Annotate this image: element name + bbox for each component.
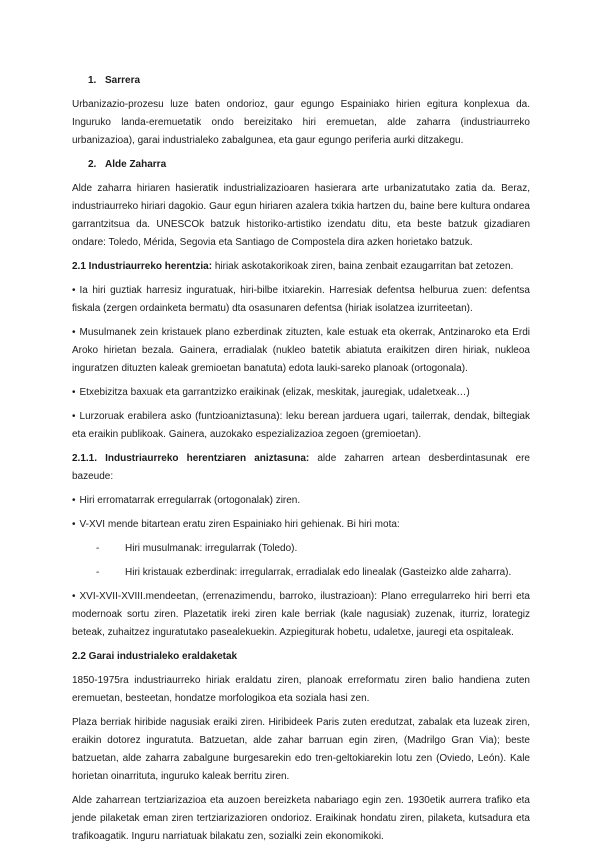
paragraph-1850-1975: 1850-1975ra industriaurreko hiriak eraldatu ziren, planoak erreformatu ziren balio handiena zuten eremuetan, besteetan, hondatze morfologikoa eta soziala hasi zen.: [72, 675, 530, 704]
paragraph-plaza-berriak: Plaza berriak hiribide nagusiak eraiki ziren. Hiribideek Paris zuten eredutzat, zabalak eta luzeak ziren, eraikin dotorez inguratuta. Batzuetan, alde zahar barruan egin ziren, (Madrilgo Gran Via); beste batzuetan, alde zaharra zabalgune burgesarekin edo tren-geltokiarekin lotu zen (Oviedo, León). Kale horietan oinarrituta, inguruko kaleak berritu ziren.: [72, 717, 530, 782]
subsection-lead-2-1-1: 2.1.1. Industriaurreko herentziaren aniztasuna:: [72, 453, 310, 464]
paragraph-herentzia: [72, 258, 530, 276]
dash-marker: -: [96, 543, 100, 554]
bullet-marker: •: [72, 411, 76, 422]
subsection-lead-2-1: 2.1 Industriaurreko herentzia:: [72, 261, 213, 272]
bullet-text: Hiri erromatarrak erregularrak (ortogonalak) ziren.: [79, 495, 301, 506]
sub-item-text: Hiri musulmanak: irregularrak (Toledo).: [125, 543, 298, 554]
section-heading-alde-zaharra: [72, 156, 530, 174]
bullet-text: V-XVI mende bitartean eratu ziren Espainiako hiri gehienak. Bi hiri mota:: [79, 519, 400, 530]
sub-item-text: Hiri kristauak ezberdinak: irregularrak, erradialak edo linealak (Gasteizko alde zaharra).: [125, 567, 512, 578]
bullet-text: Musulmanek zein kristauek plano ezberdinak zituzten, kale estuak eta okerrak, Antzinaroko eta Erdi Aroko hirietan bezala. Gainera, erradialak (nukleo batetik abiatuta eraikitzen diren hiriak, nukleoa inguratzen dituzten kaleak gremioetan banatuta) edota lauki-sareko planoak (ortogonala).: [72, 327, 530, 374]
bullet-marker: •: [72, 387, 76, 398]
sub-list-item-kristauak: [72, 564, 530, 582]
paragraph-tertziarizazioa: Alde zaharrean tertziarizazioa eta auzoen bereizketa nabariago egin zen. 1930etik aurrera trafiko eta jende pilaketak eman ziren tertziarizazioren ondorioz. Eraikinak hondatu ziren, pilaketa, kutsadura eta trafikoagatik. Inguru narriatuak bilakatu zen, sozialki zein ekonomikoki.: [72, 795, 530, 842]
paragraph-alde-zaharra: Alde zaharra hiriaren hasieratik industrializazioaren hasierara arte urbanizatutako zatia da. Beraz, industriaurreko hiriari dagokio. Gaur egun hiriaren azalera txikia hartzen du, baine bere kultura ondarea garrantzitsua da. UNESCOk batzuk historiko-artistiko izendatu ditu, eta beste batzuk gizadiaren ondare: Toledo, Mérida, Segovia eta Santiago de Compostela dira azken horietako batzuk.: [72, 183, 530, 248]
bullet-item-v-xvi: [72, 516, 530, 534]
bullet-item-planoak: [72, 324, 530, 378]
paragraph-text: alde zaharren artean desberdintasunak ere bazeude:: [72, 453, 530, 482]
bullet-text: Ia hiri guztiak harresiz inguratuak, hiri-bilbe itxiarekin. Harresiak defentsa helburua zuen: defentsa fiskala (zergen ordainketa bermatu) dta osasunaren defentsa (hiriak isolatzea izurriteetan).: [72, 285, 530, 314]
bullet-item-etxebizitza: [72, 384, 530, 402]
bullet-text: XVI-XVII-XVIII.mendeetan, (errenazimendu, barroko, ilustrazioan): Plano erregularreko hiri berri eta modernoak sortu ziren. Plazetatik ireki ziren kale berriak (kale nagusiak) zuzenak, iturriz, lorategiz beteak, zuhaitzez inguratutako pasealekuekin. Azpiegiturak hobetu, udaletxe, jauregi eta ospitaleak.: [72, 591, 530, 638]
dash-marker: -: [96, 567, 100, 578]
bullet-marker: •: [72, 519, 76, 530]
heading-label: Alde Zaharra: [105, 159, 167, 170]
bullet-item-lurzoruak: [72, 408, 530, 444]
paragraph-aniztasuna: [72, 450, 530, 486]
bullet-marker: •: [72, 285, 76, 296]
sub-list-item-musulmanak: [72, 540, 530, 558]
heading-number: 2.: [88, 159, 97, 170]
bullet-item-erromatarrak: [72, 492, 530, 510]
bullet-item-mendeetan: [72, 588, 530, 642]
bullet-marker: •: [72, 495, 76, 506]
bullet-item-harresiak: [72, 282, 530, 318]
heading-number: 1.: [88, 75, 97, 86]
paragraph-text: hiriak askotakorikoak ziren, baina zenbait ezaugarritan bat zetozen.: [212, 261, 514, 272]
paragraph-intro: Urbanizazio-prozesu luze baten ondorioz, gaur egungo Espainiako hirien egitura konplexua da. Inguruko landa-eremuetatik ondo bereizitako hiri eremuetan, alde zaharra (industriaurreko urbanizazioa), garai industrialeko zabalgunea, eta gaur egungo periferia aurki ditzakegu.: [72, 99, 530, 146]
section-heading-2-2: 2.2 Garai industrialeko eraldaketak: [72, 651, 238, 662]
heading-label: Sarrera: [105, 75, 141, 86]
bullet-marker: •: [72, 591, 76, 602]
bullet-text: Etxebizitza baxuak eta garrantzizko eraikinak (elizak, meskitak, jauregiak, udaletxeak…): [79, 387, 470, 398]
bullet-marker: •: [72, 327, 76, 338]
section-heading-sarrera: [72, 72, 530, 90]
bullet-text: Lurzoruak erabilera asko (funtzioaniztasuna): leku berean jarduera ugari, tailerrak, dendak, biltegiak eta eraikin publikoak. Gainera, auzokako espezializazioa zegoen (gremioetan).: [72, 411, 530, 440]
